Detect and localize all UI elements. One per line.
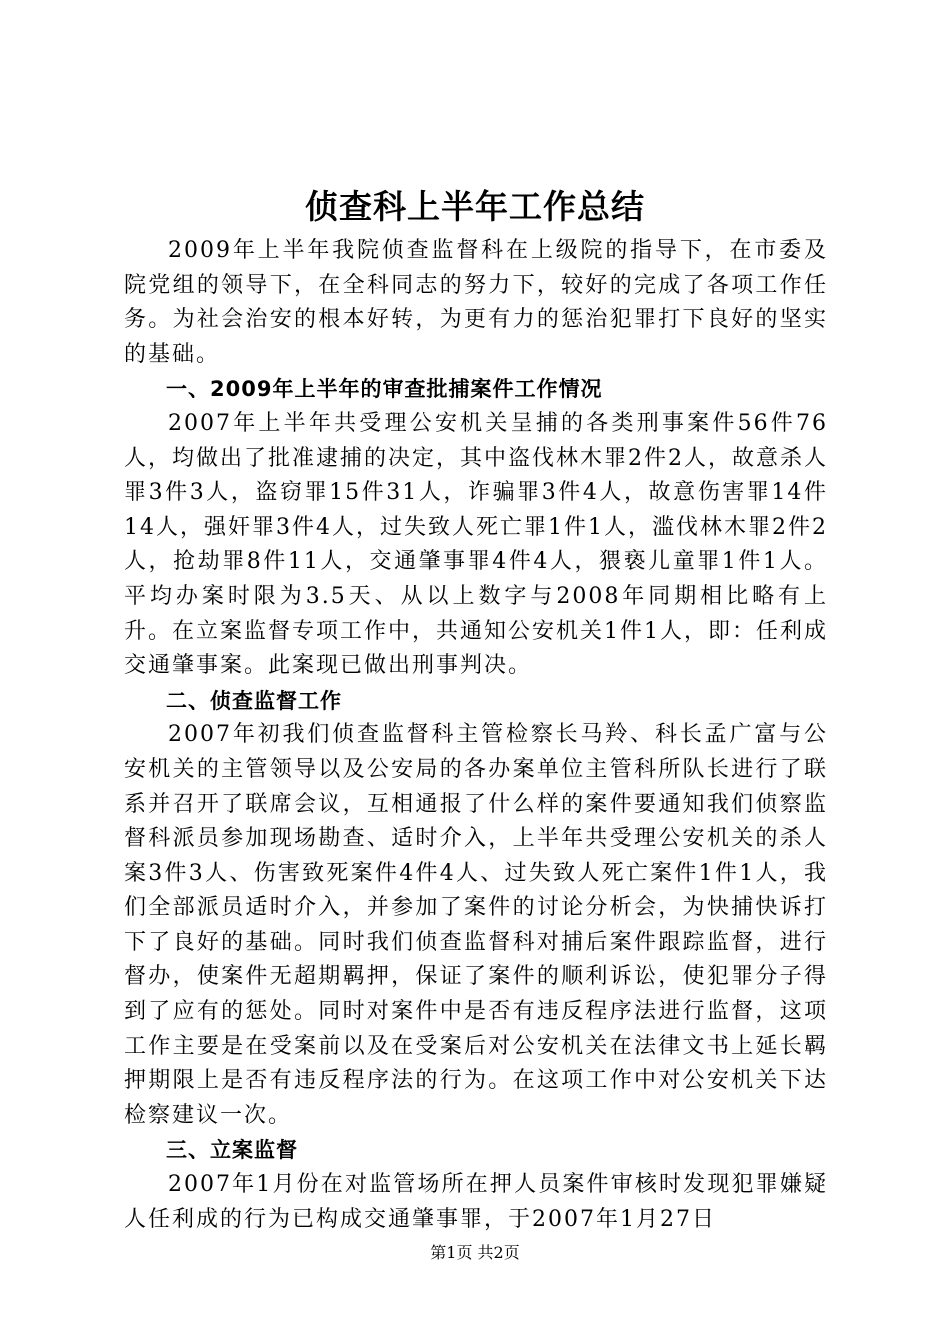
intro-paragraph: 2009年上半年我院侦查监督科在上级院的指导下，在市委及院党组的领导下，在全科同志的努力下，较好的完成了各项工作任务。为社会治安的根本好转，为更有力的惩治犯罪打下良好的坚实的基础。 [124, 238, 828, 367]
section-2-paragraph: 2007年初我们侦查监督科主管检察长马羚、科长孟广富与公安机关的主管领导以及公安局的各办案单位主管科所队长进行了联系并召开了联席会议，互相通报了什么样的案件要通知我们侦察监督科派员参加现场勘查、适时介入，上半年共受理公安机关的杀人案3件3人、伤害致死案件4件4人、过失致人死亡案件1件1人，我们全部派员适时介入，并参加了案件的讨论分析会，为快捕快诉打下了良好的基础。同时我们侦查监督科对捕后案件跟踪监督，进行督办，使案件无超期羁押，保证了案件的顺利诉讼，使犯罪分子得到了应有的惩处。同时对案件中是否有违反程序法进行监督，这项工作主要是在受案前以及在受案后对公安机关在法律文书上延长羁押期限上是否有违反程序法的行为。在这项工作中对公安机关下达检察建议一次。 [124, 722, 828, 1128]
section-heading-3: 三、立案监督 [166, 1138, 298, 1163]
section-heading-1: 一、2009年上半年的审查批捕案件工作情况 [166, 377, 603, 402]
section-1-paragraph: 2007年上半年共受理公安机关呈捕的各类刑事案件56件76人，均做出了批准逮捕的决定，其中盗伐林木罪2件2人，故意杀人罪3件3人，盗窃罪15件31人，诈骗罪3件4人，故意伤害罪14件14人，强奸罪3件4人，过失致人死亡罪1件1人，滥伐林木罪2件2人，抢劫罪8件11人，交通肇事罪4件4人，猥亵儿童罪1件1人。平均办案时限为3.5天、从以上数字与2008年同期相比略有上升。在立案监督专项工作中，共通知公安机关1件1人，即：任利成交通肇事案。此案现已做出刑事判决。 [124, 410, 828, 679]
page-number-footer: 第1页 共2页 [430, 1243, 520, 1262]
document-body [124, 234, 828, 1237]
section-heading-2: 二、侦查监督工作 [166, 688, 342, 713]
section-3-paragraph: 2007年1月份在对监管场所在押人员案件审核时发现犯罪嫌疑人任利成的行为已构成交通肇事罪，于2007年1月27日 [124, 1172, 828, 1232]
document-title: 侦查科上半年工作总结 [305, 187, 645, 226]
